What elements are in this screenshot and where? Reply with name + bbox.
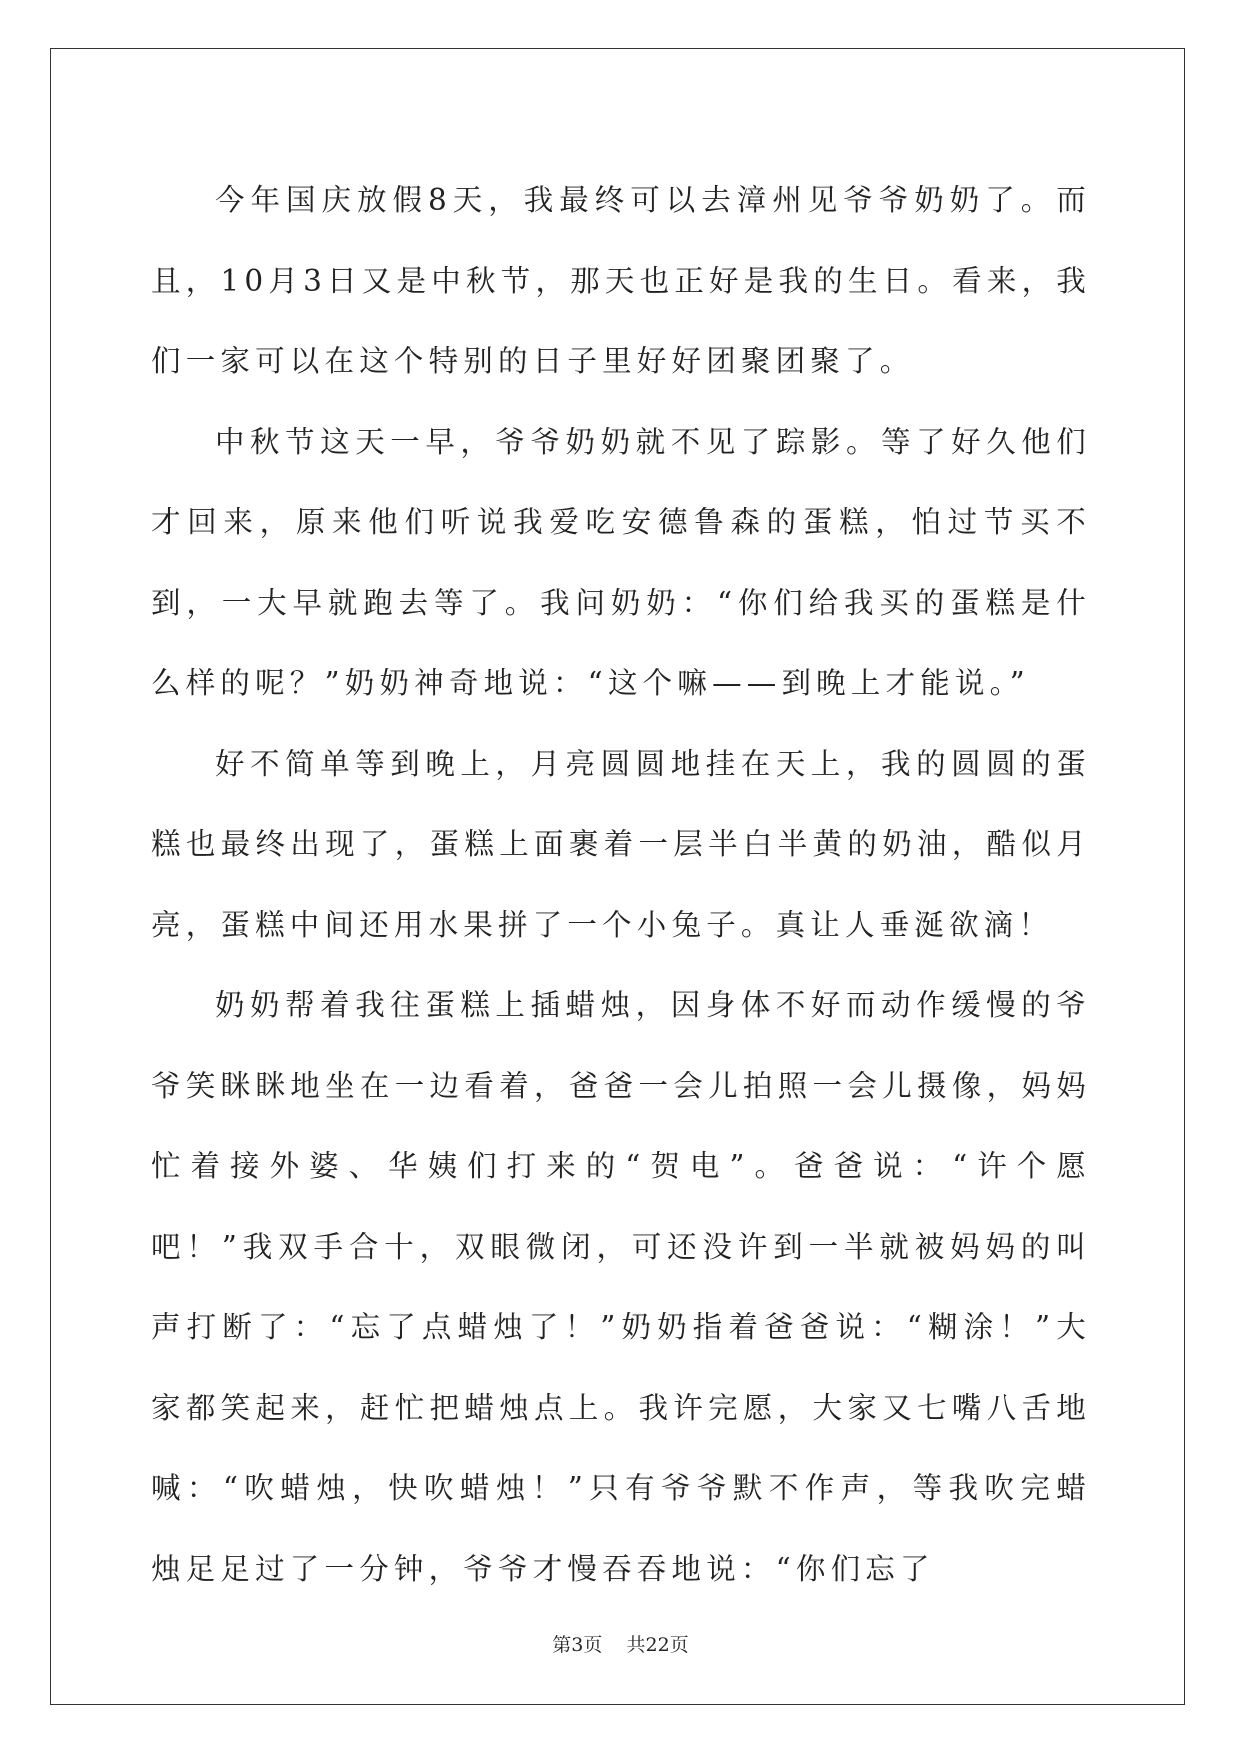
page-number-footer: 第3页 共22页 bbox=[552, 1634, 689, 1656]
paragraph: 中秋节这天一早，爷爷奶奶就不见了踪影。等了好久他们才回来，原来他们听说我爱吃安德鲁森的蛋糕，怕过节买不到，一大早就跑去等了。我问奶奶：“你们给我买的蛋糕是什么样的呢？”奶奶神奇地说：“这个嘛——到晚上才能说。” bbox=[151, 424, 1091, 700]
paragraph: 好不简单等到晚上，月亮圆圆地挂在天上，我的圆圆的蛋糕也最终出现了，蛋糕上面裹着一层半白半黄的奶油，酷似月亮，蛋糕中间还用水果拼了一个小兔子。真让人垂涎欲滴！ bbox=[151, 746, 1091, 942]
document-body bbox=[151, 160, 1091, 1609]
paragraph: 奶奶帮着我往蛋糕上插蜡烛，因身体不好而动作缓慢的爷爷笑眯眯地坐在一边看着，爸爸一会儿拍照一会儿摄像，妈妈忙着接外婆、华姨们打来的“贺电”。爸爸说：“许个愿吧！”我双手合十，双眼微闭，可还没许到一半就被妈妈的叫声打断了：“忘了点蜡烛了！”奶奶指着爸爸说：“糊涂！”大家都笑起来，赶忙把蜡烛点上。我许完愿，大家又七嘴八舌地喊：“吹蜡烛，快吹蜡烛！”只有爷爷默不作声，等我吹完蜡烛足足过了一分钟，爷爷才慢吞吞地说：“你们忘了 bbox=[151, 988, 1091, 1586]
paragraph: 今年国庆放假8天，我最终可以去漳州见爷爷奶奶了。而且，10月3日又是中秋节，那天也正好是我的生日。看来，我们一家可以在这个特别的日子里好好团聚团聚了。 bbox=[151, 183, 1091, 378]
